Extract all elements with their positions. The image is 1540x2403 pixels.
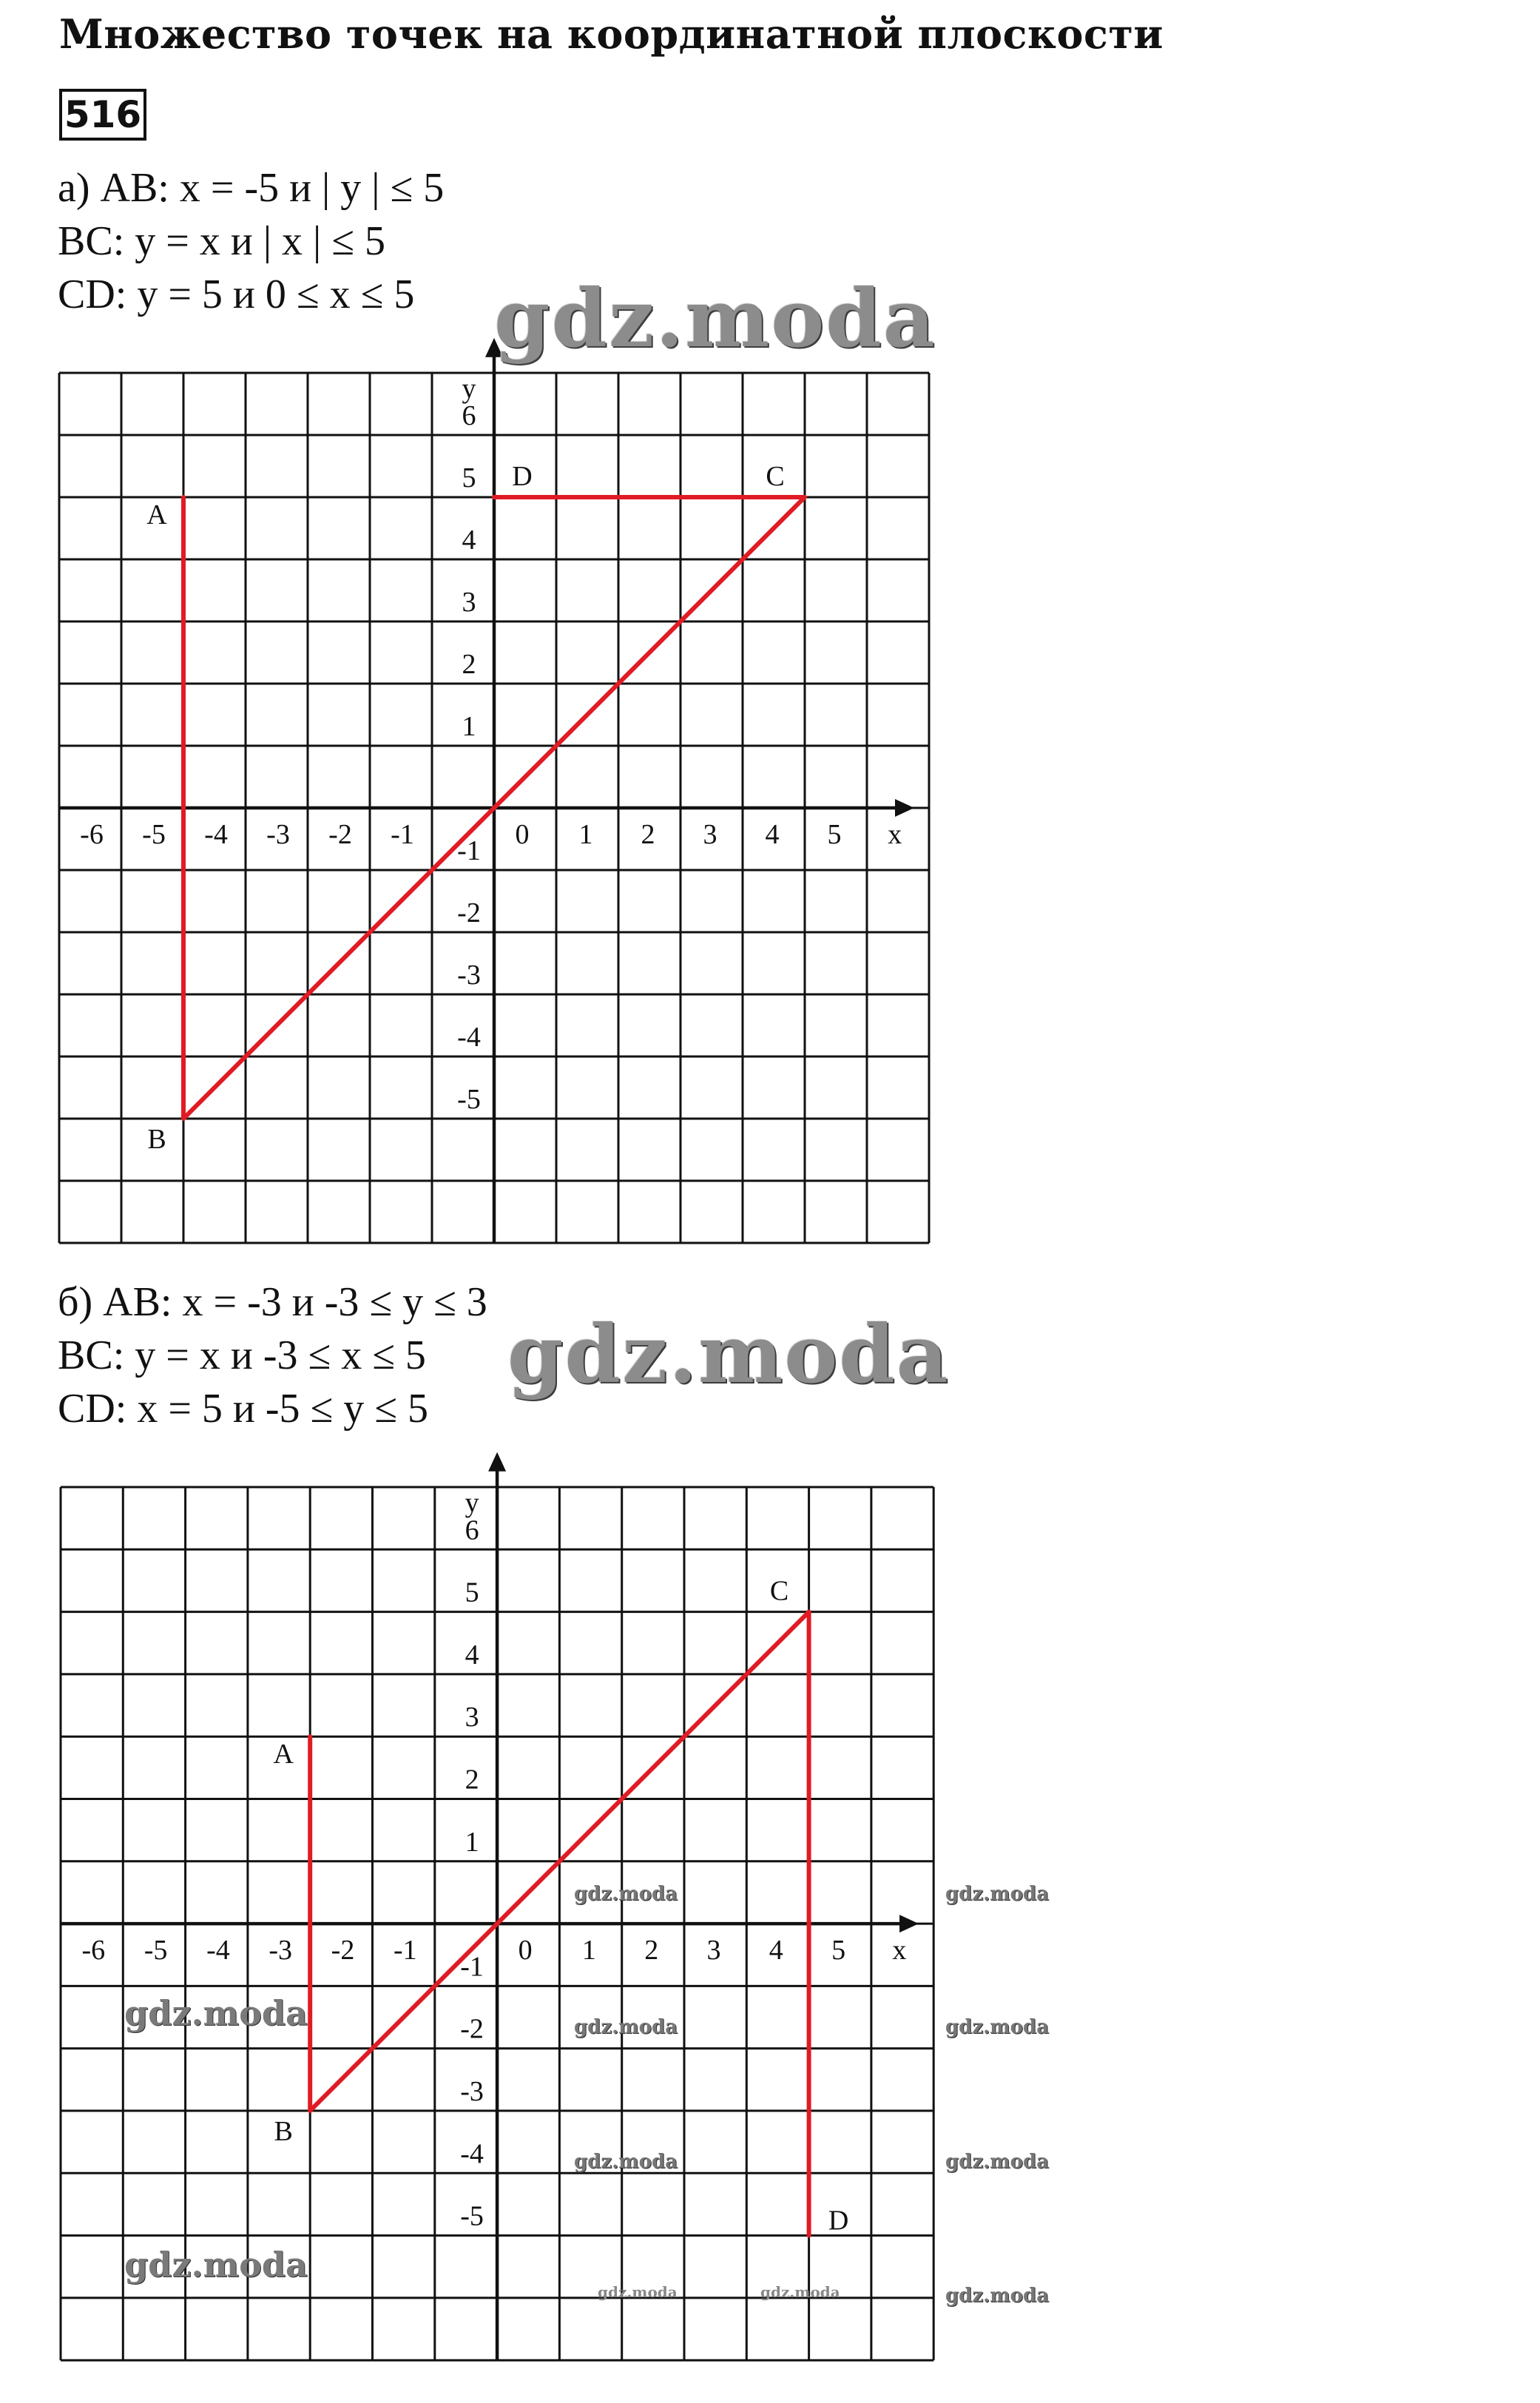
part-a-condition-cd: CD: y = 5 и 0 ≤ x ≤ 5: [58, 272, 415, 317]
y-tick-label: 4: [462, 525, 476, 556]
x-tick-label: -5: [142, 819, 166, 850]
y-tick-label: 6: [462, 400, 476, 431]
watermark-logo: gdz.moda: [124, 1993, 308, 2033]
x-tick-label: 2: [641, 819, 655, 850]
part-b-condition-bc: BC: y = x и -3 ≤ x ≤ 5: [58, 1332, 426, 1378]
y-tick-label: 4: [465, 1639, 479, 1671]
x-tick-label: -6: [81, 1935, 106, 1966]
watermark-logo: gdz.moda: [760, 2283, 840, 2301]
y-tick-label: 1: [465, 1826, 479, 1858]
x-tick-label: -1: [391, 819, 414, 850]
y-tick-label: -1: [457, 835, 481, 866]
y-axis-arrow-icon: [488, 1452, 506, 1472]
x-tick-label: 4: [769, 1935, 783, 1966]
y-tick-label: -5: [457, 1084, 481, 1115]
x-axis-label: x: [888, 819, 902, 850]
watermark-logo: gdz.moda: [507, 1308, 950, 1401]
part-b-condition-ab: б) AB: x = -3 и -3 ≤ y ≤ 3: [58, 1279, 487, 1325]
watermark-logo: gdz.moda: [574, 1883, 678, 1905]
point-label-a: A: [146, 499, 167, 530]
y-tick-label: -2: [460, 2013, 484, 2045]
watermark-logo: gdz.moda: [945, 2016, 1050, 2038]
x-tick-label: -4: [206, 1935, 230, 1966]
page-title: Множество точек на координатной плоскости: [59, 10, 1164, 58]
y-tick-label: 3: [462, 587, 476, 618]
watermark-logo: gdz.moda: [945, 2285, 1050, 2307]
x-tick-label: 1: [578, 819, 593, 850]
y-tick-label: -4: [460, 2138, 484, 2170]
part-b-condition-cd: CD: x = 5 и -5 ≤ y ≤ 5: [58, 1386, 429, 1432]
x-tick-label: 1: [581, 1935, 596, 1966]
y-tick-label: -1: [460, 1951, 484, 1983]
x-tick-label: -5: [143, 1935, 168, 1966]
y-tick-label: -3: [460, 2076, 484, 2107]
x-tick-label: 0: [518, 1935, 533, 1966]
y-axis-label: y: [462, 373, 476, 405]
x-tick-label: 5: [831, 1935, 846, 1966]
point-label-a: A: [273, 1739, 294, 1770]
part-a-condition-ab: а) AB: x = -5 и | y | ≤ 5: [58, 165, 445, 211]
point-label-c: C: [766, 461, 785, 492]
part-a-condition-bc: BC: y = x и | x | ≤ 5: [58, 218, 385, 264]
x-tick-label: 2: [644, 1935, 659, 1966]
watermark-logo: gdz.moda: [124, 2245, 308, 2285]
x-tick-label: 0: [515, 819, 530, 850]
y-tick-label: 5: [465, 1577, 479, 1608]
y-axis-label: y: [465, 1487, 479, 1519]
y-tick-label: 6: [465, 1514, 479, 1546]
watermark-logo: gdz.moda: [945, 1883, 1050, 1905]
y-tick-label: -4: [457, 1022, 481, 1053]
y-tick-label: 1: [462, 711, 476, 742]
x-tick-label: 5: [827, 819, 842, 850]
x-tick-label: -3: [266, 819, 290, 850]
y-tick-label: -3: [457, 960, 481, 991]
watermark-logo: gdz.moda: [598, 2283, 678, 2301]
point-label-c: C: [769, 1575, 789, 1607]
y-tick-label: -5: [460, 2200, 484, 2232]
point-label-d: D: [512, 461, 533, 492]
x-tick-label: -2: [328, 819, 352, 850]
x-tick-label: -3: [269, 1935, 293, 1966]
x-tick-label: -6: [80, 819, 104, 850]
x-tick-label: -1: [393, 1935, 417, 1966]
point-label-d: D: [828, 2205, 849, 2237]
x-tick-label: 4: [765, 819, 780, 850]
y-tick-label: 3: [465, 1702, 479, 1733]
y-tick-label: 2: [462, 649, 476, 680]
point-label-b: B: [147, 1124, 166, 1155]
task-number-badge: 516: [59, 89, 146, 141]
watermark-logo: gdz.moda: [945, 2151, 1050, 2173]
point-label-b: B: [274, 2116, 293, 2147]
y-tick-label: 5: [462, 462, 476, 493]
x-tick-label: -2: [331, 1935, 355, 1966]
x-axis-arrow-icon: [899, 1915, 919, 1932]
y-tick-label: -2: [457, 897, 481, 928]
watermark-logo: gdz.moda: [574, 2016, 678, 2038]
x-tick-label: 3: [703, 819, 717, 850]
x-tick-label: -4: [204, 819, 228, 850]
x-axis-label: x: [892, 1935, 907, 1966]
watermark-logo: gdz.moda: [494, 272, 936, 365]
watermark-logo: gdz.moda: [574, 2151, 678, 2173]
x-tick-label: 3: [706, 1935, 721, 1966]
y-tick-label: 2: [465, 1764, 479, 1796]
